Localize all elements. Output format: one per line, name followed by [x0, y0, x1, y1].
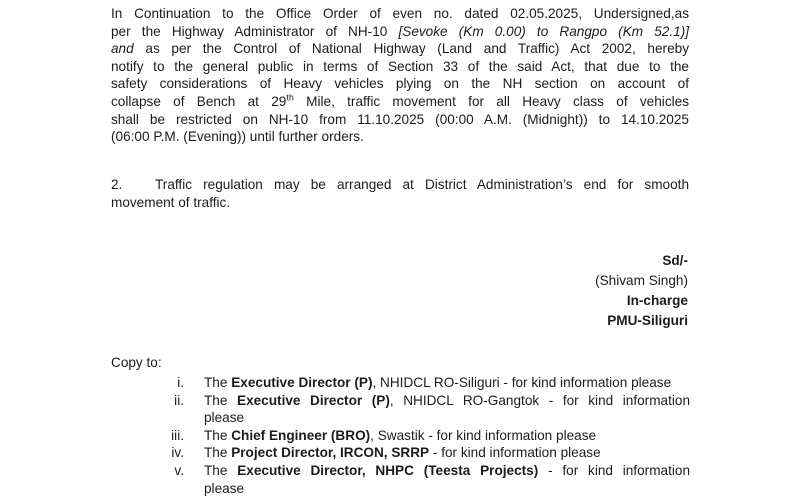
- list-item-prefix: The: [204, 462, 238, 478]
- list-item-recipient: Executive Director, NHPC (Teesta Projects): [237, 462, 539, 478]
- list-item-prefix: The: [204, 445, 232, 461]
- paragraph-2-line: [111, 176, 689, 194]
- list-item-continuation: please: [204, 480, 245, 496]
- signatory-designation: In-charge: [626, 293, 688, 308]
- list-item-recipient: Chief Engineer (BRO): [231, 427, 371, 443]
- highway-section-text: [Sevoke (Km 0.00) to Rangpo (Km 52.1)]: [398, 23, 689, 39]
- list-item: [150, 374, 690, 392]
- list-item-text: [204, 462, 690, 480]
- paragraph-1-line: [111, 93, 689, 111]
- list-item-suffix: , NHIDCL RO-Gangtok - for kind information: [389, 392, 691, 408]
- list-item: [150, 427, 690, 445]
- paragraph-1-line: shall be restricted on NH-10 from 11.10.2025 (00:00 A.M. (Midnight)) to 14.10.2025: [111, 111, 689, 127]
- list-item: [150, 392, 690, 427]
- signatory-office: PMU-Siliguri: [607, 313, 688, 328]
- signatory-name: (Shivam Singh): [595, 273, 688, 288]
- paragraph-1-text: as per the Control of National Highway (Land and Traffic) Act 2002, hereby: [133, 41, 689, 57]
- list-item: [150, 444, 690, 462]
- list-item-text: [204, 427, 690, 445]
- list-item-continuation: please: [204, 410, 245, 426]
- paragraph-1-line: (06:00 P.M. (Evening)) until further orders.: [111, 129, 364, 145]
- list-item-prefix: The: [204, 392, 237, 408]
- paragraph-number: 2.: [111, 177, 123, 192]
- paragraph-2-text: Traffic regulation may be arranged at District Administration’s end for smooth: [155, 177, 689, 192]
- list-item-text: [204, 392, 690, 410]
- paragraph-1-text: per the Highway Administrator of NH-10: [111, 23, 399, 39]
- paragraph-1-line: [111, 23, 689, 41]
- list-item-recipient: Executive Director (P): [237, 392, 390, 408]
- list-item-number: iii.: [171, 427, 184, 443]
- list-item-number: ii.: [174, 392, 184, 408]
- list-item: [150, 462, 690, 497]
- paragraph-1-text: Mile, traffic movement for all Heavy class of vehicles: [293, 93, 689, 109]
- list-item-prefix: The: [204, 427, 232, 443]
- list-item-text: [204, 444, 690, 462]
- copy-to-list: [150, 374, 690, 497]
- list-item-suffix: , Swastik - for kind information please: [370, 427, 597, 443]
- paragraph-2-line: movement of traffic.: [111, 194, 231, 210]
- list-item-recipient: Executive Director (P): [231, 375, 373, 390]
- paragraph-1-text: collapse of Bench at 29: [111, 93, 287, 109]
- signature-sd: Sd/-: [662, 253, 688, 268]
- list-item-text: [204, 374, 690, 392]
- list-item-number: v.: [174, 462, 184, 478]
- paragraph-1-line: In Continuation to the Office Order of even no. dated 02.05.2025, Undersigned,as: [111, 6, 689, 21]
- copy-to-heading: Copy to:: [111, 355, 162, 370]
- superscript-th: th: [286, 92, 294, 103]
- list-item-number: i.: [177, 375, 184, 390]
- paragraph-1-line: [111, 40, 689, 58]
- signature-block: [595, 251, 688, 331]
- list-item-prefix: The: [204, 375, 232, 390]
- list-item-suffix: - for kind information please: [429, 445, 601, 461]
- paragraph-1-text: and: [111, 41, 134, 57]
- paragraph-1: [111, 5, 689, 146]
- paragraph-1-line: notify to the general public in terms of Section 33 of the said Act, that due to the: [111, 58, 689, 74]
- list-item-suffix: , NHIDCL RO-Siliguri - for kind information please: [372, 375, 672, 390]
- paragraph-1-line: safety considerations of Heavy vehicles plying on the NH section on account of: [111, 76, 689, 92]
- paragraph-2: [111, 176, 689, 211]
- list-item-number: iv.: [171, 445, 184, 461]
- list-item-suffix: - for kind information: [538, 462, 691, 478]
- list-item-recipient: Project Director, IRCON, SRRP: [231, 445, 430, 461]
